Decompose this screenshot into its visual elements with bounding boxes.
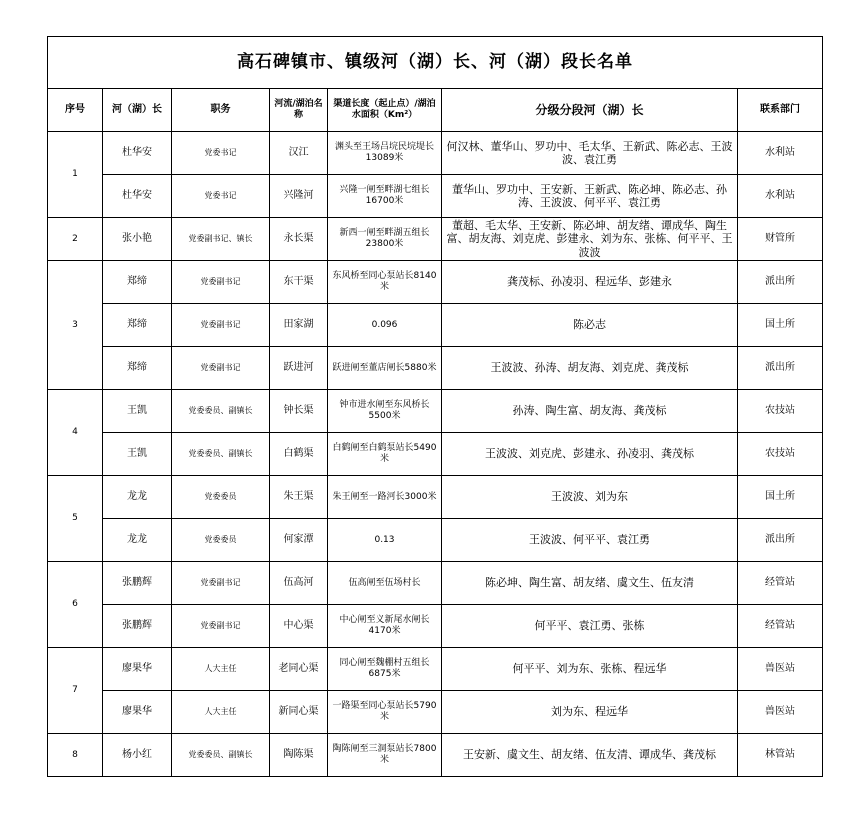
- seq-cell: 1: [48, 132, 103, 218]
- chief-cell: 王凯: [103, 390, 172, 433]
- chief-cell: 杨小红: [103, 734, 172, 777]
- table-row: [48, 476, 823, 519]
- position-cell: 党委委员: [172, 519, 270, 562]
- position-cell: 党委副书记: [172, 562, 270, 605]
- department-cell: 派出所: [738, 261, 823, 304]
- chief-cell: 张小艳: [103, 218, 172, 261]
- header-river-name: 河流/湖泊名称: [270, 89, 328, 132]
- header-position: 职务: [172, 89, 270, 132]
- segment-chiefs-cell: 王波波、刘克虎、彭建永、孙凌羽、龚茂标: [442, 433, 738, 476]
- length-cell: 0.096: [328, 304, 442, 347]
- department-cell: 水利站: [738, 132, 823, 175]
- chief-cell: 廖果华: [103, 691, 172, 734]
- river-name-cell: 兴隆河: [270, 175, 328, 218]
- segment-chiefs-cell: 刘为东、程远华: [442, 691, 738, 734]
- chief-cell: 郑缔: [103, 261, 172, 304]
- chief-cell: 王凯: [103, 433, 172, 476]
- seq-cell: 8: [48, 734, 103, 777]
- segment-chiefs-cell: 王波波、刘为东: [442, 476, 738, 519]
- table-row: [48, 218, 823, 261]
- chief-cell: 郑缔: [103, 304, 172, 347]
- segment-chiefs-cell: 王安新、虞文生、胡友绪、伍友清、谭成华、龚茂标: [442, 734, 738, 777]
- header-chief: 河（湖）长: [103, 89, 172, 132]
- river-name-cell: 何家潭: [270, 519, 328, 562]
- department-cell: 经管站: [738, 562, 823, 605]
- header-department: 联系部门: [738, 89, 823, 132]
- seq-cell: 5: [48, 476, 103, 562]
- seq-cell: 4: [48, 390, 103, 476]
- segment-chiefs-cell: 陈必志: [442, 304, 738, 347]
- position-cell: 党委副书记: [172, 605, 270, 648]
- position-cell: 党委委员、副镇长: [172, 734, 270, 777]
- segment-chiefs-cell: 何平平、刘为东、张栋、程远华: [442, 648, 738, 691]
- river-name-cell: 跃进河: [270, 347, 328, 390]
- table-row: [48, 562, 823, 605]
- river-name-cell: 新同心渠: [270, 691, 328, 734]
- position-cell: 党委委员: [172, 476, 270, 519]
- seq-cell: 7: [48, 648, 103, 734]
- position-cell: 党委副书记、镇长: [172, 218, 270, 261]
- river-name-cell: 东干渠: [270, 261, 328, 304]
- position-cell: 党委委员、副镇长: [172, 433, 270, 476]
- chief-cell: 张鹏辉: [103, 562, 172, 605]
- header-seq: 序号: [48, 89, 103, 132]
- department-cell: 兽医站: [738, 691, 823, 734]
- seq-cell: 2: [48, 218, 103, 261]
- table-row: [48, 734, 823, 777]
- river-name-cell: 田家湖: [270, 304, 328, 347]
- department-cell: 农技站: [738, 433, 823, 476]
- chief-cell: 龙龙: [103, 519, 172, 562]
- table-row: [48, 304, 823, 347]
- header-segment-chiefs: 分级分段河（湖）长: [442, 89, 738, 132]
- department-cell: 财管所: [738, 218, 823, 261]
- department-cell: 经管站: [738, 605, 823, 648]
- length-cell: 同心闸至魏棚村五组长6875米: [328, 648, 442, 691]
- segment-chiefs-cell: 陈必坤、陶生富、胡友绪、虞文生、伍友清: [442, 562, 738, 605]
- page-title: 高石碑镇市、镇级河（湖）长、河（湖）段长名单: [48, 37, 823, 89]
- header-length-area: 渠道长度（起止点）/湖泊水面积（Km²）: [328, 89, 442, 132]
- river-name-cell: 老同心渠: [270, 648, 328, 691]
- seq-cell: 3: [48, 261, 103, 390]
- table-row: [48, 175, 823, 218]
- table-row: [48, 390, 823, 433]
- department-cell: 水利站: [738, 175, 823, 218]
- river-name-cell: 朱王渠: [270, 476, 328, 519]
- table-row: [48, 433, 823, 476]
- department-cell: 国土所: [738, 304, 823, 347]
- river-name-cell: 伍高河: [270, 562, 328, 605]
- length-cell: 白鹤闸至白鹤泵站长5490米: [328, 433, 442, 476]
- chief-cell: 龙龙: [103, 476, 172, 519]
- segment-chiefs-cell: 龚茂标、孙凌羽、程远华、彭建永: [442, 261, 738, 304]
- position-cell: 党委书记: [172, 132, 270, 175]
- position-cell: 党委书记: [172, 175, 270, 218]
- length-cell: 新西一闸至畔湖五组长23800米: [328, 218, 442, 261]
- segment-chiefs-cell: 董华山、罗功中、王安新、王新武、陈必坤、陈必志、孙涛、王波波、何平平、袁江勇: [442, 175, 738, 218]
- table-row: [48, 347, 823, 390]
- river-name-cell: 陶陈渠: [270, 734, 328, 777]
- length-cell: 钟市进水闸至东风桥长5500米: [328, 390, 442, 433]
- table-row: [48, 691, 823, 734]
- river-name-cell: 中心渠: [270, 605, 328, 648]
- segment-chiefs-cell: 何平平、袁江勇、张栋: [442, 605, 738, 648]
- position-cell: 党委副书记: [172, 347, 270, 390]
- department-cell: 派出所: [738, 519, 823, 562]
- table-row: [48, 132, 823, 175]
- segment-chiefs-cell: 王波波、孙涛、胡友海、刘克虎、龚茂标: [442, 347, 738, 390]
- length-cell: 渊头至王场吕垸民垸堤长13089米: [328, 132, 442, 175]
- position-cell: 人大主任: [172, 648, 270, 691]
- table-row: [48, 519, 823, 562]
- department-cell: 国土所: [738, 476, 823, 519]
- chief-cell: 杜华安: [103, 132, 172, 175]
- length-cell: 一路渠至同心泵站长5790米: [328, 691, 442, 734]
- length-cell: 朱王闸至一路河长3000米: [328, 476, 442, 519]
- chief-cell: 郑缔: [103, 347, 172, 390]
- position-cell: 人大主任: [172, 691, 270, 734]
- length-cell: 中心闸至义新尾水闸长4170米: [328, 605, 442, 648]
- chief-cell: 张鹏辉: [103, 605, 172, 648]
- table-row: [48, 648, 823, 691]
- position-cell: 党委副书记: [172, 261, 270, 304]
- position-cell: 党委委员、副镇长: [172, 390, 270, 433]
- length-cell: 东风桥至同心泵站长8140米: [328, 261, 442, 304]
- segment-chiefs-cell: 何汉林、董华山、罗功中、毛太华、王新武、陈必志、王波波、袁江勇: [442, 132, 738, 175]
- river-name-cell: 永长渠: [270, 218, 328, 261]
- length-cell: 跃进闸至董店闸长5880米: [328, 347, 442, 390]
- river-chief-table: [47, 36, 823, 777]
- department-cell: 派出所: [738, 347, 823, 390]
- table-row: [48, 261, 823, 304]
- chief-cell: 廖果华: [103, 648, 172, 691]
- length-cell: 0.13: [328, 519, 442, 562]
- length-cell: 伍高闸至伍场村长: [328, 562, 442, 605]
- river-name-cell: 汉江: [270, 132, 328, 175]
- segment-chiefs-cell: 孙涛、陶生富、胡友海、龚茂标: [442, 390, 738, 433]
- segment-chiefs-cell: 王波波、何平平、袁江勇: [442, 519, 738, 562]
- river-name-cell: 钟长渠: [270, 390, 328, 433]
- length-cell: 兴隆一闸至畔湖七组长16700米: [328, 175, 442, 218]
- segment-chiefs-cell: 董超、毛太华、王安新、陈必坤、胡友绪、谭成华、陶生富、胡友海、刘克虎、彭建永、刘为东、张栋、何平平、王波波: [442, 218, 738, 261]
- seq-cell: 6: [48, 562, 103, 648]
- department-cell: 兽医站: [738, 648, 823, 691]
- length-cell: 陶陈闸至三洞泵站长7800米: [328, 734, 442, 777]
- river-name-cell: 白鹤渠: [270, 433, 328, 476]
- department-cell: 林管站: [738, 734, 823, 777]
- department-cell: 农技站: [738, 390, 823, 433]
- chief-cell: 杜华安: [103, 175, 172, 218]
- table-row: [48, 605, 823, 648]
- position-cell: 党委副书记: [172, 304, 270, 347]
